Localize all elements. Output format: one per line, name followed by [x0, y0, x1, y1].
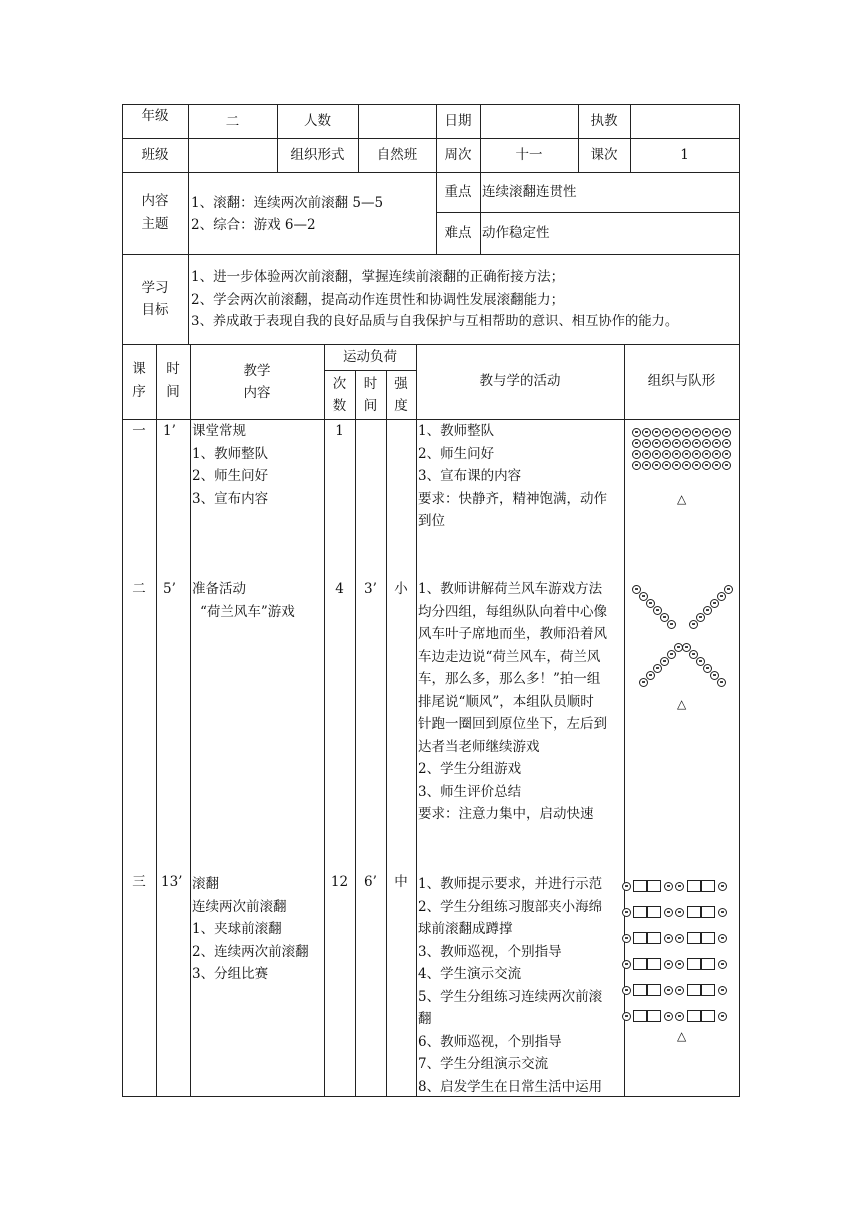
smiley-face-icon [712, 428, 721, 437]
smiley-face-icon [722, 439, 731, 448]
smiley-face-icon [692, 450, 701, 459]
smiley-face-icon [724, 585, 733, 594]
smiley-face-icon [718, 1012, 727, 1021]
difficulty-label: 难点 [444, 225, 472, 241]
grade-value: 二 [225, 114, 240, 130]
smiley-face-icon [622, 960, 631, 969]
smiley-face-icon [672, 439, 681, 448]
mat-rectangle-icon [701, 984, 715, 996]
smiley-face-icon [675, 986, 684, 995]
smiley-face-icon [712, 439, 721, 448]
smiley-face-icon [646, 671, 655, 680]
smiley-face-icon [667, 650, 676, 659]
col-time-2: 间 [166, 384, 180, 400]
smiley-face-icon [642, 428, 651, 437]
mat-rectangle-icon [687, 984, 701, 996]
smiley-face-icon [696, 613, 705, 622]
date-label: 日期 [444, 113, 472, 129]
smiley-face-icon [675, 934, 684, 943]
row-3-time: 13’ [161, 874, 183, 890]
smiley-face-icon [664, 908, 673, 917]
row-3-count: 12 [330, 874, 349, 890]
mat-rectangle-icon [687, 906, 701, 918]
smiley-face-icon [682, 461, 691, 470]
smiley-face-icon [722, 461, 731, 470]
row-3-intensity: 中 [394, 874, 408, 890]
smiley-face-icon [662, 450, 671, 459]
org-label: 组织形式 [290, 147, 345, 163]
smiley-face-icon [702, 450, 711, 459]
row-1-time: 1’ [163, 423, 176, 439]
topic-label-2: 主题 [141, 216, 169, 232]
mat-rectangle-icon [647, 906, 661, 918]
triangle-teacher-icon: △ [677, 1029, 687, 1043]
mat-rectangle-icon [701, 958, 715, 970]
week-value: 十一 [515, 147, 543, 163]
row-2-count: 4 [335, 581, 344, 597]
smiley-face-icon [675, 960, 684, 969]
mat-rectangle-icon [633, 984, 647, 996]
smiley-face-icon [718, 882, 727, 891]
smiley-face-icon [652, 450, 661, 459]
goal-item: 1、进一步体验两次前滚翻，掌握连续前滚翻的正确衔接方法； [191, 269, 565, 285]
smiley-face-icon [717, 678, 726, 687]
row-2-time: 5’ [163, 581, 176, 597]
smiley-face-icon [672, 461, 681, 470]
smiley-face-icon [662, 461, 671, 470]
col-time-1: 时 [166, 361, 180, 377]
lesson-label: 课次 [590, 147, 618, 163]
smiley-face-icon [722, 428, 731, 437]
mat-rectangle-icon [633, 906, 647, 918]
mat-rectangle-icon [633, 1010, 647, 1022]
row-3-duration: 6’ [364, 874, 377, 890]
col-content-2: 内容 [243, 385, 271, 401]
goals-label-2: 目标 [141, 302, 169, 318]
row-3-activities: 1、教师提示要求，并进行示范 2、学生分组练习腹部夹小海绵 球前滚翻成蹲撑 3、教师巡视，个别指导 4、学生演示交流 5、学生分组练习连续两次前滚 翻 6、教师巡视，个别指导 7、学生分组演示交流 8、启发学生在日常生活中运用 [418, 876, 603, 1095]
smiley-face-icon [642, 461, 651, 470]
col-int-2: 度 [394, 398, 408, 414]
smiley-face-icon [718, 986, 727, 995]
smiley-face-icon [692, 461, 701, 470]
smiley-face-icon [675, 882, 684, 891]
col-dur-2: 间 [363, 398, 378, 414]
week-label: 周次 [444, 147, 472, 163]
row-3-order: 三 [132, 874, 146, 890]
smiley-face-icon [689, 620, 698, 629]
mat-rectangle-icon [701, 932, 715, 944]
smiley-face-icon [675, 1012, 684, 1021]
smiley-face-icon [622, 1012, 631, 1021]
row-1-count: 1 [335, 423, 344, 439]
smiley-face-icon [664, 1012, 673, 1021]
smiley-face-icon [702, 439, 711, 448]
smiley-face-icon [639, 678, 648, 687]
smiley-face-icon [712, 461, 721, 470]
smiley-face-icon [660, 657, 669, 666]
mat-rectangle-icon [633, 880, 647, 892]
teacher-label: 执教 [590, 113, 618, 129]
smiley-face-icon [667, 620, 676, 629]
col-load: 运动负荷 [343, 349, 397, 365]
mat-rectangle-icon [687, 880, 701, 892]
smiley-face-icon [662, 439, 671, 448]
row-2-intensity: 小 [394, 581, 408, 597]
smiley-face-icon [652, 439, 661, 448]
org-value: 自然班 [376, 147, 418, 163]
goals-label-1: 学习 [141, 280, 169, 296]
mat-rectangle-icon [633, 932, 647, 944]
smiley-face-icon [662, 428, 671, 437]
difficulty-value: 动作稳定性 [482, 225, 550, 241]
smiley-face-icon [718, 934, 727, 943]
topic-item: 1、滚翻：连续两次前滚翻 5—5 [191, 195, 384, 211]
mat-rectangle-icon [687, 958, 701, 970]
smiley-face-icon [703, 606, 712, 615]
formation-windmill-diagram [626, 575, 738, 715]
mat-rectangle-icon [647, 958, 661, 970]
grade-label: 年级 [141, 108, 169, 124]
smiley-face-icon [675, 908, 684, 917]
triangle-teacher-icon: △ [677, 492, 687, 506]
mat-rectangle-icon [701, 880, 715, 892]
mat-rectangle-icon [647, 984, 661, 996]
col-content-1: 教学 [243, 363, 271, 379]
smiley-face-icon [632, 428, 641, 437]
smiley-face-icon [622, 908, 631, 917]
row-2-activities: 1、教师讲解荷兰风车游戏方法 均分四组，每组纵队向着中心像 风车叶子席地而坐，教师沿着风 车边走边说“荷兰风车，荷兰风 车，那么多，那么多！”拍一组 排尾说“顺风”，本组队员顺时 针跑一圈回到原位坐下，左后到 达者当老师继续游戏 2、学生分组游戏 3、师生评价总结 要求：注意力集中，启动快速 [418, 581, 607, 822]
smiley-face-icon [664, 934, 673, 943]
smiley-face-icon [682, 439, 691, 448]
smiley-face-icon [692, 439, 701, 448]
smiley-face-icon [718, 960, 727, 969]
mat-rectangle-icon [701, 1010, 715, 1022]
smiley-face-icon [722, 450, 731, 459]
smiley-face-icon [622, 986, 631, 995]
triangle-teacher-icon: △ [677, 697, 687, 711]
smiley-face-icon [702, 428, 711, 437]
smiley-face-icon [622, 882, 631, 891]
smiley-face-icon [718, 908, 727, 917]
key-value: 连续滚翻连贯性 [482, 184, 577, 200]
row-1-content: 课堂常规 1、教师整队 2、师生问好 3、宣布内容 [192, 423, 269, 507]
col-order-1: 课 [132, 361, 146, 377]
row-1-activities: 1、教师整队 2、师生问好 3、宣布课的内容 要求：快静齐，精神饱满，动作 到位 [418, 423, 607, 529]
row-2-order: 二 [132, 581, 146, 597]
topic-item: 2、综合：游戏 6—2 [191, 217, 316, 233]
smiley-face-icon [622, 934, 631, 943]
smiley-face-icon [717, 592, 726, 601]
smiley-face-icon [632, 450, 641, 459]
smiley-face-icon [702, 461, 711, 470]
mat-rectangle-icon [701, 906, 715, 918]
col-order-2: 序 [132, 384, 146, 400]
mat-rectangle-icon [687, 1010, 701, 1022]
smiley-face-icon [692, 428, 701, 437]
smiley-face-icon [652, 461, 661, 470]
mat-rectangle-icon [647, 880, 661, 892]
smiley-face-icon [710, 599, 719, 608]
smiley-face-icon [632, 461, 641, 470]
smiley-face-icon [712, 450, 721, 459]
smiley-face-icon [652, 428, 661, 437]
smiley-face-icon [642, 450, 651, 459]
topic-label-1: 内容 [141, 193, 169, 209]
formation-grid-diagram [626, 420, 738, 510]
col-count-2: 数 [332, 398, 347, 414]
goal-item: 2、学会两次前滚翻，提高动作连贯性和协调性发展滚翻能力； [191, 292, 565, 308]
smiley-face-icon [664, 960, 673, 969]
col-int-1: 强 [394, 376, 408, 392]
row-3-content: 滚翻 连续两次前滚翻 1、夹球前滚翻 2、连续两次前滚翻 3、分组比赛 [192, 876, 309, 982]
row-1-order: 一 [132, 423, 146, 439]
mat-rectangle-icon [647, 932, 661, 944]
smiley-face-icon [682, 450, 691, 459]
lesson-value: 1 [680, 147, 689, 163]
smiley-face-icon [682, 428, 691, 437]
mat-rectangle-icon [647, 1010, 661, 1022]
col-count-1: 次 [332, 376, 347, 392]
smiley-face-icon [653, 664, 662, 673]
row-2-content: 准备活动 “荷兰风车”游戏 [192, 581, 295, 620]
mat-rectangle-icon [633, 958, 647, 970]
smiley-face-icon [642, 439, 651, 448]
smiley-face-icon [664, 986, 673, 995]
key-label: 重点 [444, 184, 472, 200]
mat-rectangle-icon [687, 932, 701, 944]
smiley-face-icon [632, 439, 641, 448]
count-label: 人数 [304, 113, 331, 129]
goal-item: 3、养成敢于表现自我的良好品质与自我保护与互相帮助的意识、相互协作的能力。 [191, 314, 679, 329]
col-dur-1: 时 [363, 376, 378, 392]
col-activity: 教与学的活动 [479, 373, 561, 389]
row-2-duration: 3’ [364, 581, 377, 597]
formation-mat-rows-diagram [620, 870, 740, 1045]
col-formation: 组织与队形 [647, 373, 716, 389]
smiley-face-icon [664, 882, 673, 891]
class-label: 班级 [141, 147, 169, 163]
smiley-face-icon [672, 428, 681, 437]
smiley-face-icon [672, 450, 681, 459]
